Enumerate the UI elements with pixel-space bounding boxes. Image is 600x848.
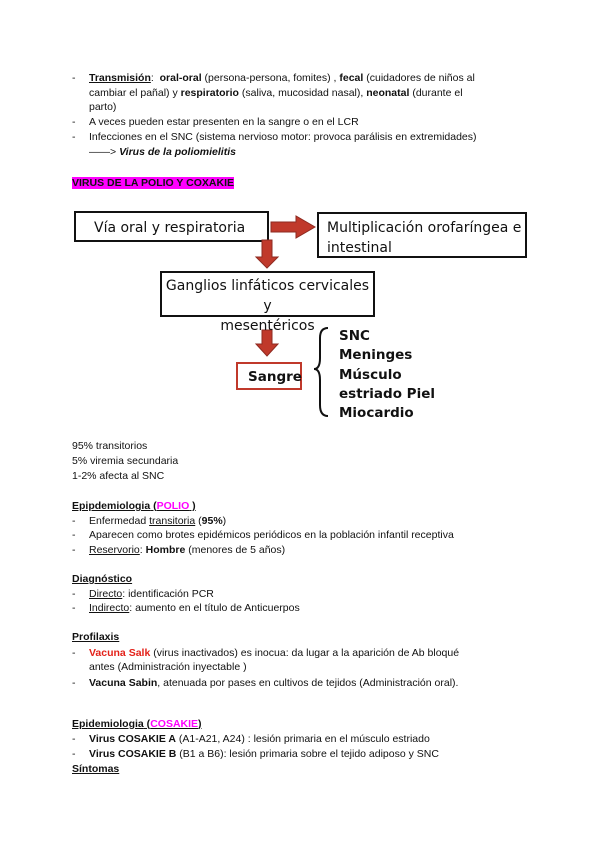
list-item: - Vacuna Salk (virus inactivados) es inocua: da lugar a la aparición de Ab bloqué	[72, 647, 460, 659]
box-ganglios: Ganglios linfáticos cervicales y mesentéricos	[160, 271, 375, 317]
section-title: Epidemiologia (COSAKIE)	[72, 718, 202, 730]
stat-line: 95% transitorios	[72, 440, 148, 452]
list-item: - Reservorio: Hombre (menores de 5 años)	[72, 544, 286, 556]
list-item: - A veces pueden estar presenten en la sangre o en el LCR	[72, 116, 359, 128]
box-via-oral: Vía oral y respiratoria	[74, 211, 269, 242]
list-item-continuation: parto)	[89, 101, 117, 113]
list-item: - Virus COSAKIE B (B1 a B6): lesión primaria sobre el tejido adiposo y SNC	[72, 748, 439, 760]
box-multiplicacion: Multiplicación orofaríngea e intestinal	[317, 212, 527, 258]
arrow-line: ——> Virus de la poliomielitis	[89, 146, 236, 158]
list-item: - Enfermedad transitoria (95%)	[72, 515, 227, 527]
target-item: estriado Piel	[339, 386, 435, 402]
target-item: Músculo	[339, 367, 402, 383]
list-item: - Indirecto: aumento en el título de Anticuerpos	[72, 602, 300, 614]
list-item: - Directo: identificación PCR	[72, 588, 214, 600]
section-title: Diagnóstico	[72, 573, 133, 585]
down-arrow-icon	[256, 240, 278, 268]
section-title: VIRUS DE LA POLIO Y COXAKIE	[72, 177, 235, 189]
list-item: - Vacuna Sabin, atenuada por pases en cultivos de tejidos (Administración oral).	[72, 677, 459, 689]
section-title: Profilaxis	[72, 631, 120, 643]
list-item: - Infecciones en el SNC (sistema nervioso motor: provoca parálisis en extremidades)	[72, 131, 477, 143]
list-item: - Aparecen como brotes epidémicos periódicos en la población infantil receptiva	[72, 529, 454, 541]
section-title: Síntomas	[72, 763, 120, 775]
list-item-continuation: antes (Administración inyectable )	[89, 661, 247, 673]
target-item: Meninges	[339, 347, 413, 363]
stat-line: 5% viremia secundaria	[72, 455, 179, 467]
box-sangre: Sangre	[236, 362, 302, 390]
section-title: Epipdemiologia (POLIO )	[72, 500, 196, 512]
list-item: - Transmisión: oral-oral (persona-persona, fomites) , fecal (cuidadores de niños al	[72, 72, 475, 84]
right-arrow-icon	[271, 216, 315, 238]
list-item: - Virus COSAKIE A (A1-A21, A24) : lesión primaria en el músculo estriado	[72, 733, 430, 745]
transmision-label: Transmisión	[89, 72, 151, 84]
stat-line: 1-2% afecta al SNC	[72, 470, 165, 482]
list-item-continuation: cambiar el pañal) y respiratorio (saliva, mucosidad nasal), neonatal (durante el	[89, 87, 463, 99]
target-item: Miocardio	[339, 405, 414, 421]
virus-poliomielitis: Virus de la poliomielitis	[119, 146, 236, 158]
brace-icon	[314, 328, 328, 416]
target-item: SNC	[339, 328, 370, 344]
